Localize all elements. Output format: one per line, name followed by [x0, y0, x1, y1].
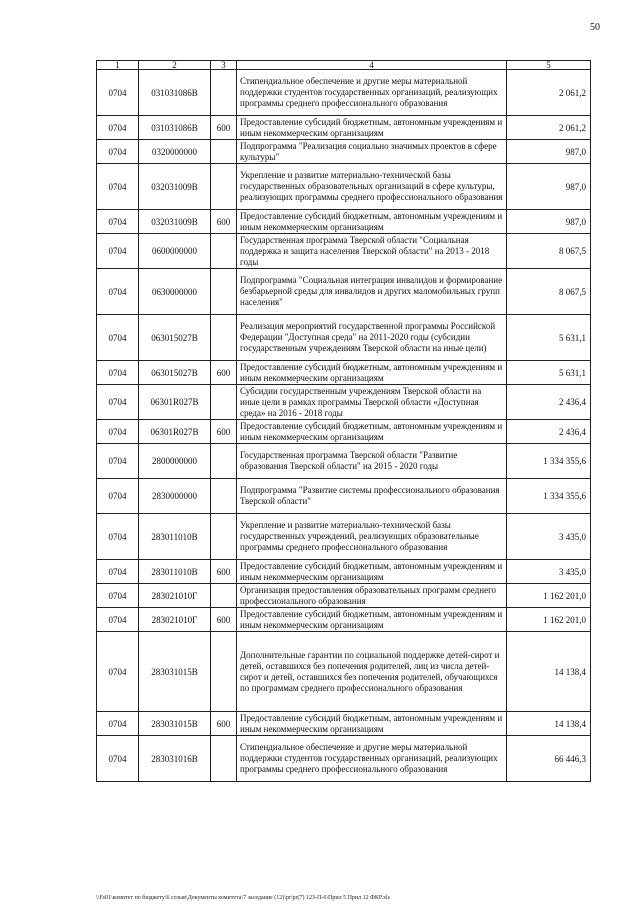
table-row — [97, 269, 591, 315]
amount-cell: 2 061,2 — [507, 70, 591, 116]
code-cell: 06301R027В — [139, 385, 211, 420]
section-cell: 0704 — [97, 584, 139, 608]
expense-type-cell — [211, 385, 237, 420]
amount-cell: 1 334 355,6 — [507, 479, 591, 514]
expense-type-cell: 600 — [211, 712, 237, 736]
column-header: 3 — [211, 61, 237, 70]
section-cell: 0704 — [97, 210, 139, 234]
item-name-cell: Субсидии государственным учреждениям Тверской области на иные цели в рамках программы Тверской области «Доступная среда» на 2016 - 2018 годы — [237, 385, 507, 420]
amount-cell: 5 631,1 — [507, 361, 591, 385]
section-cell: 0704 — [97, 514, 139, 560]
section-cell: 0704 — [97, 608, 139, 632]
table-row — [97, 608, 591, 632]
section-cell: 0704 — [97, 116, 139, 140]
table-row — [97, 736, 591, 782]
code-cell: 283031016В — [139, 736, 211, 782]
code-cell: 283031015В — [139, 632, 211, 712]
table-row — [97, 444, 591, 479]
expense-type-cell — [211, 479, 237, 514]
code-cell: 0600000000 — [139, 234, 211, 269]
amount-cell: 5 631,1 — [507, 315, 591, 361]
item-name-cell: Предоставление субсидий бюджетным, автономным учреждениям и иным некоммерческим организациям — [237, 116, 507, 140]
section-cell: 0704 — [97, 164, 139, 210]
item-name-cell: Предоставление субсидий бюджетным, автономным учреждениям и иным некоммерческим организациям — [237, 420, 507, 444]
section-cell: 0704 — [97, 315, 139, 361]
expense-type-cell: 600 — [211, 361, 237, 385]
item-name-cell: Реализация мероприятий государственной программы Российской Федерации "Доступная среда" на 2011-2020 годы (субсидии государственным учреждениям Тверской области на иные цели) — [237, 315, 507, 361]
footer-file-path: \\Fs01\комитет по бюджету\6 созыв\Документы комитета\7 заседание (12)\pr\pr(7) 123-П-6\Прил 5 Прил 12 ФКР.xls — [96, 895, 390, 901]
item-name-cell: Предоставление субсидий бюджетным, автономным учреждениям и иным некоммерческим организациям — [237, 712, 507, 736]
table-row — [97, 361, 591, 385]
table-row — [97, 712, 591, 736]
section-cell: 0704 — [97, 736, 139, 782]
amount-cell: 3 435,0 — [507, 514, 591, 560]
code-cell: 2830000000 — [139, 479, 211, 514]
amount-cell: 2 061,2 — [507, 116, 591, 140]
table-row — [97, 234, 591, 269]
amount-cell: 8 067,5 — [507, 234, 591, 269]
amount-cell: 8 067,5 — [507, 269, 591, 315]
table-row — [97, 479, 591, 514]
code-cell: 283011010В — [139, 514, 211, 560]
expense-type-cell — [211, 632, 237, 712]
item-name-cell: Предоставление субсидий бюджетным, автономным учреждениям и иным некоммерческим организациям — [237, 608, 507, 632]
table-row — [97, 210, 591, 234]
table-row — [97, 420, 591, 444]
expense-type-cell: 600 — [211, 608, 237, 632]
code-cell: 031031086В — [139, 70, 211, 116]
code-cell: 063015027В — [139, 315, 211, 361]
section-cell: 0704 — [97, 560, 139, 584]
item-name-cell: Организация предоставления образовательных программ среднего профессионального образования — [237, 584, 507, 608]
page-number: 50 — [590, 22, 600, 33]
amount-cell: 1 162 201,0 — [507, 584, 591, 608]
expense-type-cell — [211, 315, 237, 361]
table-row — [97, 164, 591, 210]
section-cell: 0704 — [97, 361, 139, 385]
code-cell: 2800000000 — [139, 444, 211, 479]
code-cell: 063015027В — [139, 361, 211, 385]
table-row — [97, 385, 591, 420]
expense-type-cell — [211, 70, 237, 116]
budget-table — [96, 60, 591, 782]
item-name-cell: Укрепление и развитие материально-технической базы государственных образовательных организаций в сфере культуры, реализующих программы среднего профессионального образования — [237, 164, 507, 210]
header-row — [97, 61, 591, 70]
table-row — [97, 514, 591, 560]
table-row — [97, 315, 591, 361]
section-cell: 0704 — [97, 632, 139, 712]
amount-cell: 1 162 201,0 — [507, 608, 591, 632]
amount-cell: 66 446,3 — [507, 736, 591, 782]
section-cell: 0704 — [97, 385, 139, 420]
amount-cell: 1 334 355,6 — [507, 444, 591, 479]
table-row — [97, 116, 591, 140]
item-name-cell: Предоставление субсидий бюджетным, автономным учреждениям и иным некоммерческим организациям — [237, 361, 507, 385]
code-cell: 283021010Г — [139, 608, 211, 632]
code-cell: 032031009В — [139, 210, 211, 234]
table-row — [97, 584, 591, 608]
item-name-cell: Стипендиальное обеспечение и другие меры материальной поддержки студентов государственных организаций, реализующих программы среднего профессионального образования — [237, 70, 507, 116]
column-header: 1 — [97, 61, 139, 70]
table-row — [97, 632, 591, 712]
expense-type-cell: 600 — [211, 420, 237, 444]
column-header: 2 — [139, 61, 211, 70]
amount-cell: 987,0 — [507, 164, 591, 210]
code-cell: 283031015В — [139, 712, 211, 736]
table-row — [97, 140, 591, 164]
expense-type-cell — [211, 164, 237, 210]
code-cell: 031031086В — [139, 116, 211, 140]
amount-cell: 3 435,0 — [507, 560, 591, 584]
section-cell: 0704 — [97, 140, 139, 164]
item-name-cell: Укрепление и развитие материально-технической базы государственных учреждений, реализующих образовательные программы среднего профессионального образования — [237, 514, 507, 560]
amount-cell: 987,0 — [507, 140, 591, 164]
table-row — [97, 70, 591, 116]
section-cell: 0704 — [97, 420, 139, 444]
amount-cell: 2 436,4 — [507, 420, 591, 444]
section-cell: 0704 — [97, 712, 139, 736]
expense-type-cell — [211, 234, 237, 269]
expense-type-cell: 600 — [211, 560, 237, 584]
table-row — [97, 560, 591, 584]
item-name-cell: Предоставление субсидий бюджетным, автономным учреждениям и иным некоммерческим организациям — [237, 560, 507, 584]
item-name-cell: Предоставление субсидий бюджетным, автономным учреждениям и иным некоммерческим организациям — [237, 210, 507, 234]
expense-type-cell — [211, 584, 237, 608]
expense-type-cell — [211, 269, 237, 315]
code-cell: 283011010В — [139, 560, 211, 584]
code-cell: 0320000000 — [139, 140, 211, 164]
code-cell: 283021010Г — [139, 584, 211, 608]
amount-cell: 2 436,4 — [507, 385, 591, 420]
item-name-cell: Подпрограмма "Развитие системы профессионального образования Тверской области" — [237, 479, 507, 514]
expense-type-cell — [211, 140, 237, 164]
column-header: 4 — [237, 61, 507, 70]
item-name-cell: Государственная программа Тверской области "Социальная поддержка и защита населения Тверской области" на 2013 - 2018 годы — [237, 234, 507, 269]
expense-type-cell: 600 — [211, 116, 237, 140]
item-name-cell: Подпрограмма "Реализация социально значимых проектов в сфере культуры" — [237, 140, 507, 164]
column-header: 5 — [507, 61, 591, 70]
item-name-cell: Стипендиальное обеспечение и другие меры материальной поддержки студентов государственных организаций, реализующих программы среднего профессионального образования — [237, 736, 507, 782]
amount-cell: 14 138,4 — [507, 712, 591, 736]
item-name-cell: Государственная программа Тверской области "Развитие образования Тверской области" на 2015 - 2020 годы — [237, 444, 507, 479]
section-cell: 0704 — [97, 479, 139, 514]
section-cell: 0704 — [97, 70, 139, 116]
amount-cell: 14 138,4 — [507, 632, 591, 712]
expense-type-cell — [211, 444, 237, 479]
code-cell: 032031009В — [139, 164, 211, 210]
section-cell: 0704 — [97, 269, 139, 315]
section-cell: 0704 — [97, 444, 139, 479]
amount-cell: 987,0 — [507, 210, 591, 234]
expense-type-cell — [211, 514, 237, 560]
expense-type-cell — [211, 736, 237, 782]
item-name-cell: Дополнительные гарантии по социальной поддержке детей-сирот и детей, оставшихся без попечения родителей, лиц из числа детей-сирот и детей, оставшихся без попечения родителей, обучающихся по программам среднего профессионального образования — [237, 632, 507, 712]
code-cell: 06301R027В — [139, 420, 211, 444]
item-name-cell: Подпрограмма "Социальная интеграция инвалидов и формирование безбарьерной среды для инвалидов и других маломобильных групп населения" — [237, 269, 507, 315]
code-cell: 0630000000 — [139, 269, 211, 315]
section-cell: 0704 — [97, 234, 139, 269]
expense-type-cell: 600 — [211, 210, 237, 234]
